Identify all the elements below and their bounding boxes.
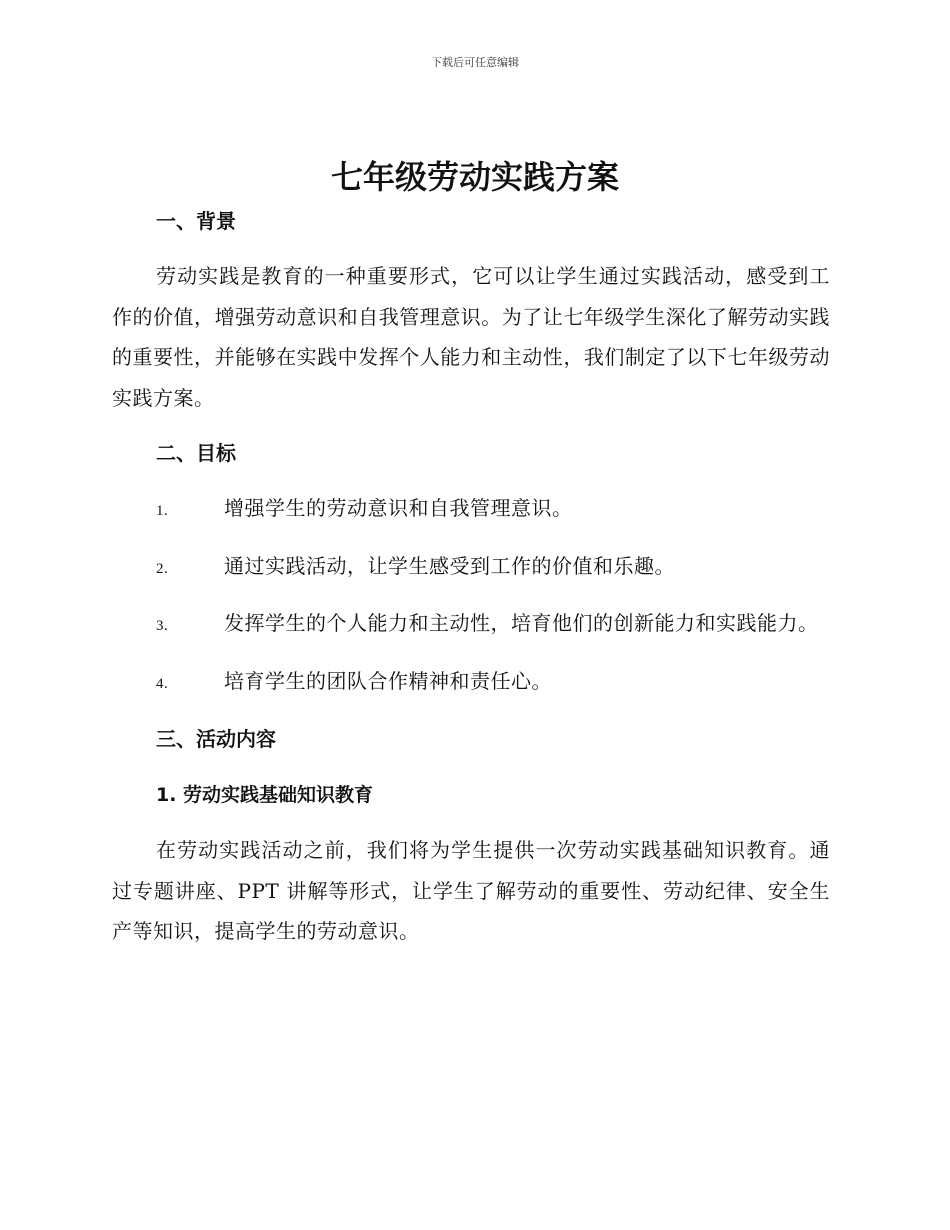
list-number: 3. — [156, 618, 169, 634]
list-number: 4. — [156, 675, 169, 692]
list-item — [112, 603, 830, 647]
background-paragraph: 劳动实践是教育的一种重要形式，它可以让学生通过实践活动，感受到工作的价值，增强劳动意识和自我管理意识。为了让七年级学生深化了解劳动实践的重要性，并能够在实践中发挥个人能力和主动性，我们制定了以下七年级劳动实践方案。 — [112, 264, 830, 410]
section-heading-goals: 二、目标 — [156, 441, 236, 465]
list-item — [112, 661, 830, 705]
list-item — [112, 488, 830, 532]
list-item — [112, 546, 830, 590]
section-heading-activities: 三、活动内容 — [156, 727, 276, 751]
list-text: 培育学生的团队合作精神和责任心。 — [224, 668, 552, 693]
document-body — [112, 200, 830, 952]
sub-heading-basic-knowledge: 1. 劳动实践基础知识教育 — [156, 784, 374, 806]
list-text: 通过实践活动，让学生感受到工作的价值和乐趣。 — [224, 553, 675, 578]
list-number: 1. — [156, 503, 169, 519]
list-text: 增强学生的劳动意识和自我管理意识。 — [224, 496, 573, 520]
header-note: 下载后可任意编辑 — [431, 56, 519, 69]
list-text: 发挥学生的个人能力和主动性，培育他们的创新能力和实践能力。 — [224, 611, 819, 635]
basic-knowledge-paragraph: 在劳动实践活动之前，我们将为学生提供一次劳动实践基础知识教育。通过专题讲座、PPT 讲解等形式，让学生了解劳动的重要性、劳动纪律、安全生产等知识，提高学生的劳动意识。 — [112, 838, 830, 943]
list-number: 2. — [156, 560, 169, 577]
section-heading-background: 一、背景 — [156, 209, 236, 233]
document-title: 七年级劳动实践方案 — [330, 158, 619, 196]
